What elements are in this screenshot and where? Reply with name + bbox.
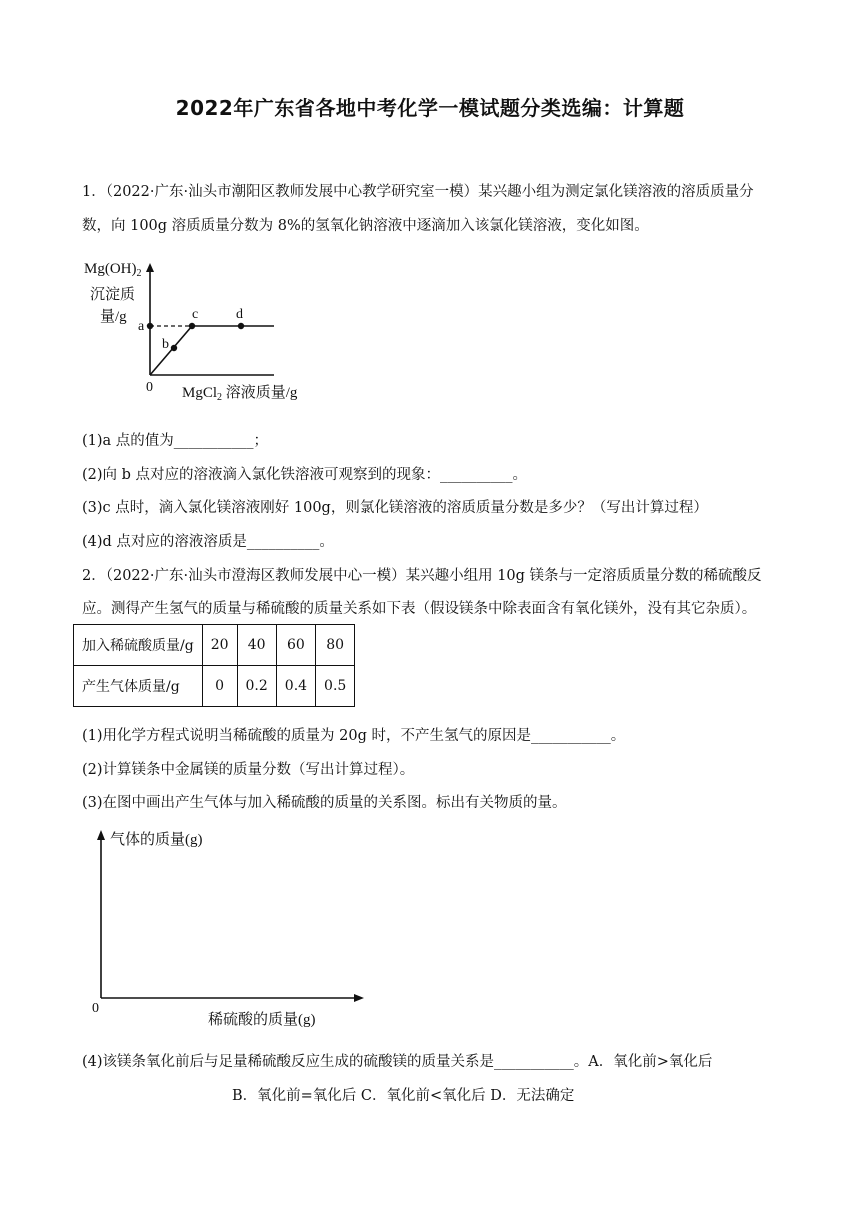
q1-stem-line1: 1．（2022·广东·汕头市潮阳区教师发展中心教学研究室一模）某兴趣小组为测定氯化镁溶液的溶质质量分 [82,184,754,200]
q1-fig-label-b: b [162,337,169,352]
q2-sub2: (2)计算镁条中金属镁的质量分数（写出计算过程）。 [82,762,415,778]
q1-figure [78,255,318,405]
q1-sub4: (4)d 点对应的溶液溶质是__________。 [82,534,334,550]
q1-fig-point-d [238,323,244,329]
q1-fig-label-d: d [236,307,243,322]
table-cell: 80 [316,625,355,666]
q2-figure [80,822,380,1032]
q1-fig-label-a: a [138,319,145,334]
q1-fig-origin: 0 [146,380,153,395]
q2-fig-x-arrow [354,994,364,1002]
q2-options: B．氧化前=氧化后 C．氧化前<氧化后 D．无法确定 [232,1088,575,1104]
q2-sub4: (4)该镁条氧化前后与足量稀硫酸反应生成的硫酸镁的质量关系是___________。A．氧化前>氧化后 [82,1054,713,1070]
table-cell: 0.2 [237,666,276,707]
q2-sub1: (1)用化学方程式说明当稀硫酸的质量为 20g 时，不产生氢气的原因是___________。 [82,728,626,744]
table-cell: 加入稀硫酸质量/g [74,625,203,666]
q2-stem-line2: 应。测得产生氢气的质量与稀硫酸的质量关系如下表（假设镁条中除表面含有氧化镁外，没有其它杂质）。 [82,601,757,617]
table-cell: 0 [202,666,237,707]
table-row [74,625,355,666]
q1-fig-ylabel1: $Mg(OH)_2$ [84,261,142,279]
q2-sub3: (3)在图中画出产生气体与加入稀硫酸的质量的关系图。标出有关物质的量。 [82,795,567,811]
q2-fig-y-arrow [97,830,105,840]
q1-sub1: (1)a 点的值为___________； [82,433,269,449]
q1-sub2: (2)向 b 点对应的溶液滴入氯化铁溶液可观察到的现象：__________。 [82,467,528,483]
q2-stem-line1: 2．（2022·广东·汕头市澄海区教师发展中心一模）某兴趣小组用 10g 镁条与一定溶质质量分数的稀硫酸反 [82,568,762,584]
q1-fig-point-b [171,345,177,351]
table-cell: 产生气体质量/g [74,666,203,707]
q1-fig-rise-line [150,326,192,375]
table-cell: 0.4 [276,666,315,707]
table-cell: 60 [276,625,315,666]
q2-fig-xlabel: 稀硫酸的质量(g) [208,1012,316,1028]
q2-fig-ylabel: 气体的质量(g) [110,832,203,848]
q1-fig-point-c [189,323,195,329]
q1-stem-line2: 数，向 100g 溶质质量分数为 8%的氢氧化钠溶液中逐滴加入该氯化镁溶液，变化如图。 [82,218,649,234]
table-cell: 0.5 [316,666,355,707]
table-cell: 20 [202,625,237,666]
q1-sub3: (3)c 点时，滴入氯化镁溶液刚好 100g，则氯化镁溶液的溶质质量分数是多少？（写出计算过程） [82,500,708,516]
q1-fig-label-c: c [192,307,199,322]
q1-fig-point-a [147,323,153,329]
q2-data-table [73,624,355,707]
q1-fig-xlabel: MgCl$_2$ 溶液质量/g [182,385,298,403]
q2-fig-origin: 0 [92,1001,99,1016]
q1-fig-y-arrow [146,263,154,272]
page-title: 2022年广东省各地中考化学一模试题分类选编：计算题 [175,96,685,120]
table-cell: 40 [237,625,276,666]
q1-fig-ylabel2: 沉淀质 [90,287,136,303]
q1-fig-ylabel3: 量/g [100,309,127,325]
table-row [74,666,355,707]
